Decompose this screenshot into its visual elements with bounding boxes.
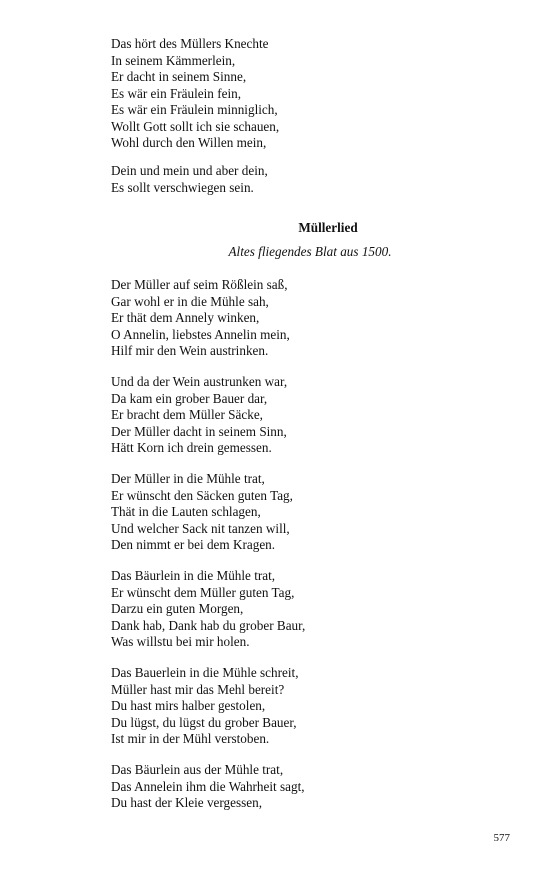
poem-stanza-3	[111, 471, 441, 554]
poem-line: Es wär ein Fräulein minniglich,	[111, 102, 278, 117]
poem-line: Hilf mir den Wein austrinken.	[111, 343, 269, 358]
poem-line: Es wär ein Fräulein fein,	[111, 85, 242, 101]
poem-line: Ist mir in der Mühl verstoben.	[111, 731, 270, 746]
poem-line: Der Müller dacht in seinem Sinn,	[111, 423, 287, 439]
poem-line: Wollt Gott sollt ich sie schauen,	[111, 118, 280, 134]
poem-line: Wohl durch den Willen mein,	[111, 135, 267, 150]
poem-line: Er dacht in seinem Sinne,	[111, 69, 247, 84]
poem-line: Er wünscht dem Müller guten Tag,	[111, 584, 295, 600]
stanza-top-1	[111, 36, 441, 152]
poem-line: Dank hab, Dank hab du grober Baur,	[111, 617, 306, 633]
poem-stanza-4	[111, 568, 441, 651]
poem-line: Das hört des Müllers Knechte	[111, 36, 269, 51]
poem-subtitle: Altes fliegendes Blat aus 1500.	[228, 244, 392, 259]
poem-line: Was willstu bei mir holen.	[111, 634, 250, 649]
poem-line: Darzu ein guten Morgen,	[111, 601, 244, 616]
poem-line: Dein und mein und aber dein,	[111, 163, 268, 178]
page-number: 577	[493, 832, 510, 844]
poem-line: Das Bäurlein aus der Mühle trat,	[111, 762, 284, 777]
poem-line: Er thät dem Annely winken,	[111, 310, 260, 325]
poem-line: Du hast der Kleie vergessen,	[111, 795, 262, 810]
poem-line: Du lügst, du lügst du grober Bauer,	[111, 714, 297, 730]
poem-line: Da kam ein grober Bauer dar,	[111, 390, 268, 406]
poem-line: Es sollt verschwiegen sein.	[111, 179, 254, 195]
poem-line: Hätt Korn ich drein gemessen.	[111, 440, 272, 455]
poem-line: Und welcher Sack nit tanzen will,	[111, 520, 290, 536]
poem-title: Müllerlied	[298, 220, 358, 235]
poem-line: Er wünscht den Säcken guten Tag,	[111, 487, 293, 503]
poem-stanza-5	[111, 665, 441, 748]
poem-line: Der Müller in die Mühle trat,	[111, 471, 265, 486]
poem-line: Das Bauerlein in die Mühle schreit,	[111, 665, 299, 680]
poem-line: Das Bäurlein in die Mühle trat,	[111, 568, 276, 583]
poem-line: Thät in die Lauten schlagen,	[111, 504, 261, 519]
poem-line: Der Müller auf seim Rößlein saß,	[111, 277, 288, 292]
poem-stanza-2	[111, 374, 441, 457]
poem-stanza-6	[111, 762, 441, 812]
poem-stanza-1	[111, 277, 441, 360]
poem-line: Gar wohl er in die Mühle sah,	[111, 293, 269, 309]
stanza-top-2	[111, 163, 441, 196]
poem-line: Und da der Wein austrunken war,	[111, 374, 288, 389]
poem-line: Er bracht dem Müller Säcke,	[111, 407, 263, 422]
poem-line: O Annelin, liebstes Annelin mein,	[111, 326, 290, 342]
poem-line: Müller hast mir das Mehl bereit?	[111, 681, 285, 697]
poem-line: Den nimmt er bei dem Kragen.	[111, 537, 276, 552]
poem-line: In seinem Kämmerlein,	[111, 52, 236, 68]
poem-line: Du hast mirs halber gestolen,	[111, 698, 266, 713]
poem-line: Das Annelein ihm die Wahrheit sagt,	[111, 778, 305, 794]
